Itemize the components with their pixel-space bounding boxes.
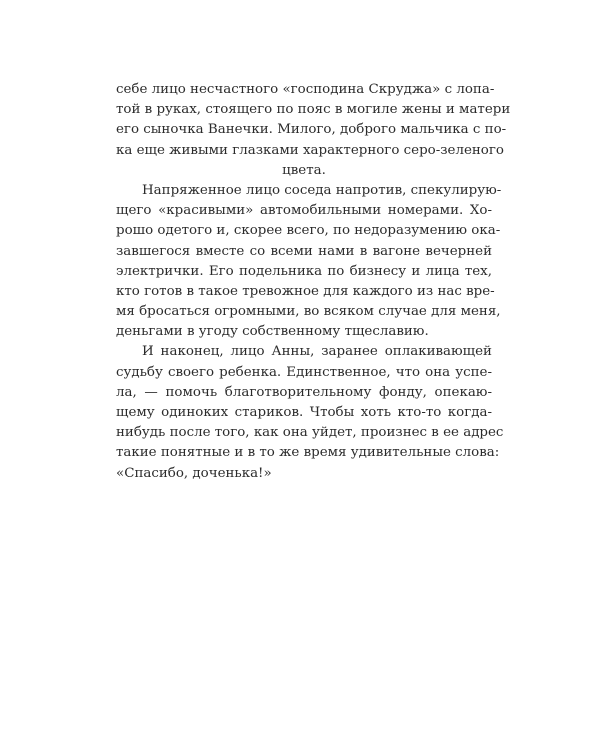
- text-line: судьбу своего ребенка. Единственное, что она успе-: [116, 364, 492, 380]
- text-line: ла, — помочь благотворительному фонду, опекаю-: [116, 384, 492, 400]
- text-line: нибудь после того, как она уйдет, произнес в ее адрес: [116, 425, 504, 441]
- text-line: И наконец, лицо Анны, заранее оплакивающей: [142, 344, 492, 360]
- text-line: мя бросаться огромными, во всяком случае для меня,: [116, 304, 501, 320]
- text-line: его сыночка Ванечки. Милого, доброго мальчика с по-: [116, 122, 507, 138]
- text-line: рошо одетого и, скорее всего, по недоразумению ока-: [116, 223, 501, 239]
- text-line: завшегося вместе со всеми нами в вагоне вечерней: [116, 243, 492, 259]
- text-line: кто готов в такое тревожное для каждого из нас вре-: [116, 283, 495, 299]
- text-line: щего «красивыми» автомобильными номерами. Хо-: [116, 203, 492, 219]
- text-line: щему одиноких стариков. Чтобы хоть кто-то когда-: [116, 405, 492, 420]
- paragraph-2: [116, 181, 502, 343]
- text-line: себе лицо несчастного «господина Скруджа» с лопа-: [116, 82, 495, 97]
- body-text: [116, 80, 511, 484]
- text-line: цвета.: [282, 162, 326, 178]
- text-line: деньгами в угоду собственному тщеславию.: [116, 324, 429, 340]
- paragraph-1: [116, 80, 511, 181]
- text-line: ка еще живыми глазками характерного серо-зеленого: [116, 142, 504, 158]
- text-line: «Спасибо, доченька!»: [116, 465, 272, 481]
- text-line: Напряженное лицо соседа напротив, спекулирую-: [142, 182, 502, 198]
- paragraph-3: [116, 342, 504, 483]
- text-line: той в руках, стоящего по пояс в могиле жены и матери: [116, 102, 511, 118]
- text-line: электрички. Его подельника по бизнесу и лица тех,: [116, 263, 492, 279]
- text-line: такие понятные и в то же время удивительные слова:: [116, 445, 500, 461]
